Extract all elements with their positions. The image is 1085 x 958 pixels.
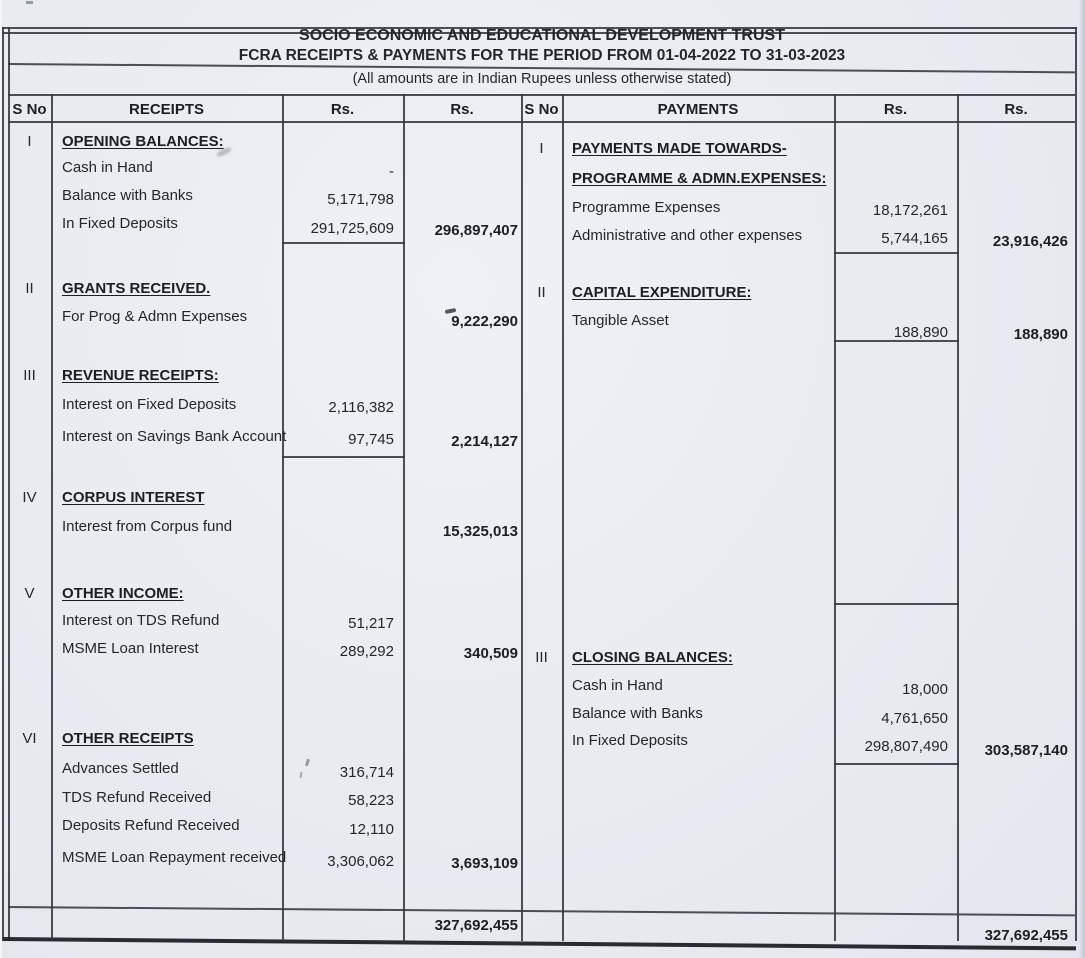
row-label: In Fixed Deposits	[572, 732, 688, 749]
section-subtotal: 2,214,127	[451, 433, 518, 450]
row-label: For Prog & Admn Expenses	[62, 308, 248, 325]
row-amount: 5,171,798	[327, 191, 394, 208]
document-subtitle: FCRA RECEIPTS & PAYMENTS FOR THE PERIOD FROM 01-04-2022 TO 31-03-2023	[238, 47, 846, 64]
divider-rs1-rs2-left	[403, 94, 405, 941]
receipts-heading-corpus: CORPUS INTEREST	[62, 489, 205, 506]
closing-balances-box-bottom-line	[834, 763, 959, 765]
row-label: Interest on Fixed Deposits	[62, 396, 237, 413]
receipts-heading-opening: OPENING BALANCES:	[62, 133, 224, 150]
row-amount: 4,761,650	[881, 710, 948, 727]
row-label: Administrative and other expenses	[572, 227, 803, 244]
row-label: Programme Expenses	[572, 199, 721, 216]
payments-sno-closing: III	[535, 649, 548, 666]
prog-admin-box-line	[834, 252, 959, 254]
section-subtotal: 296,897,407	[434, 222, 518, 239]
row-amount: 289,292	[339, 643, 394, 660]
document-title: SOCIO ECONOMIC AND EDUCATIONAL DEVELOPMENT TRUST	[299, 27, 785, 44]
closing-balances-box-top-line	[834, 603, 959, 605]
scan-speck	[26, 1, 33, 4]
section-subtotal: 188,890	[1013, 326, 1068, 343]
amounts-note: (All amounts are in Indian Rupees unless otherwise stated)	[352, 71, 732, 87]
row-amount: 2,116,382	[328, 399, 394, 416]
row-amount: 97,745	[348, 431, 394, 448]
row-amount: 18,000	[902, 681, 948, 698]
receipts-sno-revenue: III	[23, 367, 36, 384]
row-label: MSME Loan Repayment received	[62, 849, 287, 866]
header-rs-total-right: Rs.	[1004, 101, 1028, 118]
receipts-sno-corpus: IV	[22, 489, 37, 506]
receipts-sno-other-income: V	[24, 585, 35, 602]
table-border-left-inner	[8, 27, 10, 941]
row-label: Balance with Banks	[62, 187, 193, 204]
receipts-heading-other-income: OTHER INCOME:	[62, 585, 184, 602]
header-row-top-line	[8, 94, 1075, 96]
revenue-receipts-box-line	[282, 456, 405, 458]
row-amount: 58,223	[348, 792, 394, 809]
receipts-sno-opening: I	[27, 133, 32, 150]
payments-heading-closing: CLOSING BALANCES:	[572, 649, 733, 666]
divider-payments-rs1	[834, 94, 836, 941]
opening-balances-box-line	[282, 242, 405, 244]
row-label: Interest from Corpus fund	[62, 518, 233, 535]
header-sno-left: S No	[12, 101, 47, 118]
row-label: Balance with Banks	[572, 705, 703, 722]
receipts-sno-other-receipts: VI	[22, 730, 37, 747]
row-label: Deposits Refund Received	[62, 817, 240, 834]
row-label: Cash in Hand	[62, 159, 153, 176]
row-label: Interest on TDS Refund	[62, 612, 220, 629]
divider-rs1-rs2-right	[957, 94, 959, 941]
receipts-heading-other-receipts: OTHER RECEIPTS	[62, 730, 194, 747]
section-subtotal: 15,325,013	[442, 523, 518, 540]
row-label: MSME Loan Interest	[62, 640, 199, 657]
header-sno-right: S No	[524, 101, 559, 118]
header-rs-detail-right: Rs.	[883, 101, 908, 118]
row-amount: 316,714	[339, 764, 394, 781]
payments-sno-prog-admin: I	[539, 140, 544, 157]
row-amount: 3,306,062	[327, 853, 394, 870]
header-rs-detail-left: Rs.	[330, 101, 355, 118]
header-payments: PAYMENTS	[657, 101, 739, 118]
row-amount: 51,217	[348, 615, 394, 632]
row-amount: 291,725,609	[310, 220, 394, 237]
row-amount: 5,744,165	[881, 230, 948, 247]
receipts-heading-grants: GRANTS RECEIVED.	[62, 280, 211, 297]
receipts-heading-revenue: REVENUE RECEIPTS:	[62, 367, 219, 384]
row-amount: 298,807,490	[864, 738, 948, 755]
payments-heading-capital: CAPITAL EXPENDITURE:	[572, 284, 752, 301]
row-amount: 18,172,261	[872, 202, 948, 219]
row-label: In Fixed Deposits	[62, 215, 178, 232]
row-label: Advances Settled	[62, 760, 179, 777]
row-amount: -	[389, 163, 394, 180]
row-label: Tangible Asset	[572, 312, 669, 329]
payments-heading-prog-admin-2: PROGRAMME & ADMN.EXPENSES:	[572, 170, 827, 187]
row-label: TDS Refund Received	[62, 789, 212, 806]
table-border-left-outer	[2, 27, 4, 941]
header-row-bottom-line	[8, 121, 1075, 123]
section-subtotal: 9,222,290	[451, 313, 518, 330]
header-receipts: RECEIPTS	[128, 101, 204, 118]
row-label: Interest on Savings Bank Account	[62, 428, 287, 445]
divider-sno-payments	[562, 94, 564, 941]
payments-sno-capital: II	[537, 284, 546, 301]
table-border-right	[1075, 27, 1077, 941]
payments-heading-prog-admin-1: PAYMENTS MADE TOWARDS-	[572, 140, 787, 157]
header-rs-total-left: Rs.	[450, 101, 474, 118]
total-row-top-line	[8, 906, 1075, 916]
section-subtotal: 340,509	[463, 645, 518, 662]
table-border-bottom	[3, 937, 1076, 950]
divider-receipts-rs1	[282, 94, 284, 941]
row-amount: 12,110	[349, 821, 394, 838]
divider-sno-receipts	[51, 94, 53, 941]
payments-grand-total: 327,692,455	[984, 927, 1068, 944]
row-label: Cash in Hand	[572, 677, 663, 694]
section-subtotal: 23,916,426	[992, 233, 1068, 250]
receipts-sno-grants: II	[25, 280, 34, 297]
section-subtotal: 303,587,140	[984, 742, 1068, 759]
section-subtotal: 3,693,109	[451, 855, 518, 872]
divider-left-right-halves	[521, 94, 523, 941]
receipts-grand-total: 327,692,455	[434, 917, 518, 934]
row-amount: 188,890	[893, 324, 948, 341]
page-edge-shadow	[1079, 0, 1085, 958]
